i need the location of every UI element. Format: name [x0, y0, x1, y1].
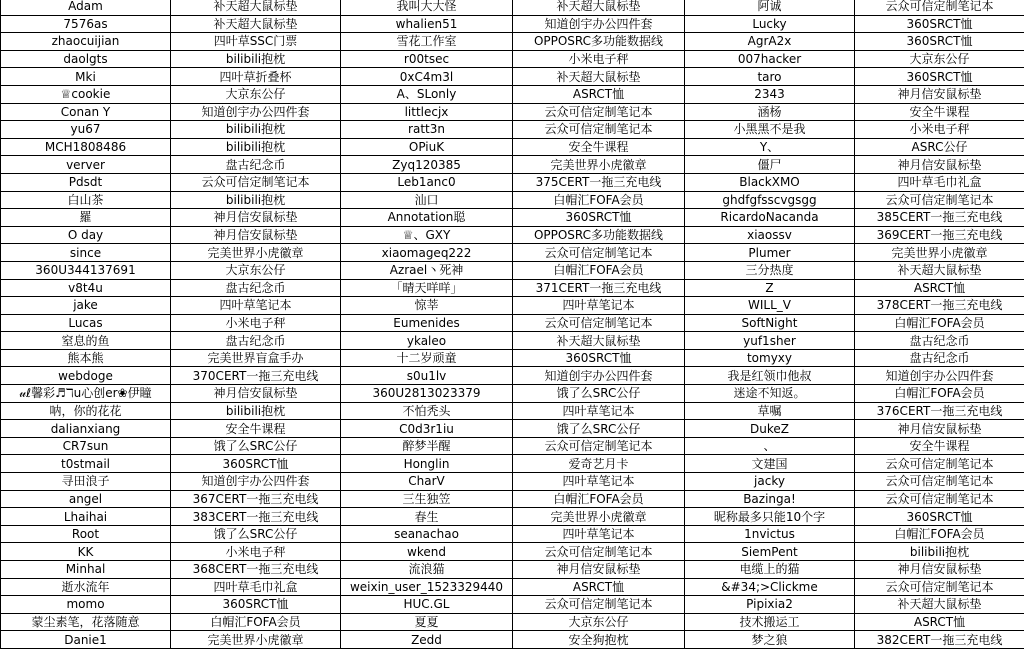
table-cell: 呐，你的花花 [1, 402, 171, 420]
table-cell: taro [685, 68, 855, 86]
table-cell: 寻田浪子 [1, 473, 171, 491]
table-cell: Y、 [685, 138, 855, 156]
table-cell: angel [1, 490, 171, 508]
table-cell: 四叶草SSC门票 [171, 33, 341, 51]
table-cell: 神月信安鼠标垫 [171, 226, 341, 244]
table-cell: CharV [341, 473, 513, 491]
table-cell: 知道创宇办公四件套 [513, 367, 685, 385]
table-cell: 僵尸 [685, 156, 855, 174]
table-cell: Azrael丶死神 [341, 261, 513, 279]
table-cell: 蒙尘素笔，花落随意 [1, 613, 171, 631]
table-cell: Bazinga! [685, 490, 855, 508]
table-cell: 我叫大大怪 [341, 0, 513, 15]
table-row [1, 420, 1024, 438]
table-cell: 云众可信定制笔记本 [513, 437, 685, 455]
table-cell: 我是红领巾他叔 [685, 367, 855, 385]
table-cell: 补天超大鼠标垫 [171, 0, 341, 15]
table-cell: 技术搬运工 [685, 613, 855, 631]
table-cell: SoftNight [685, 314, 855, 332]
table-row [1, 349, 1024, 367]
table-cell: 大京东公仔 [513, 613, 685, 631]
table-cell: 云众可信定制笔记本 [171, 173, 341, 191]
table-row [1, 209, 1024, 227]
table-cell: 371CERT一拖三充电线 [513, 279, 685, 297]
table-cell: 四叶草毛巾礼盒 [171, 578, 341, 596]
table-cell: 四叶草笔记本 [513, 525, 685, 543]
table-row [1, 631, 1024, 649]
table-cell: dalianxiang [1, 420, 171, 438]
table-cell: 醉梦半醒 [341, 437, 513, 455]
table-row [1, 578, 1024, 596]
table-row [1, 455, 1024, 473]
table-cell: 360U344137691 [1, 261, 171, 279]
table-cell: bilibili抱枕 [171, 138, 341, 156]
table-cell: 360SRCT恤 [513, 209, 685, 227]
table-cell: &#34;>Clickme [685, 578, 855, 596]
table-cell: webdoge [1, 367, 171, 385]
table-cell: 完美世界小虎徽章 [513, 156, 685, 174]
table-row [1, 402, 1024, 420]
table-cell: 知道创宇办公四件套 [171, 103, 341, 121]
table-cell: 雪花工作室 [341, 33, 513, 51]
table-row [1, 297, 1024, 315]
table-cell: OPiuK [341, 138, 513, 156]
table-cell: bilibili抱枕 [171, 191, 341, 209]
table-cell: Pipixia2 [685, 596, 855, 614]
prize-table-body [1, 0, 1024, 648]
table-cell: 360SRCT恤 [513, 349, 685, 367]
table-row [1, 191, 1024, 209]
table-cell: jake [1, 297, 171, 315]
table-cell: Honglin [341, 455, 513, 473]
table-row [1, 543, 1024, 561]
table-cell: whalien51 [341, 15, 513, 33]
table-row [1, 103, 1024, 121]
table-cell: 385CERT一拖三充电线 [855, 209, 1024, 227]
table-cell: 完美世界小虎徽章 [171, 244, 341, 262]
table-row [1, 314, 1024, 332]
table-cell: CR7sun [1, 437, 171, 455]
table-cell: 神月信安鼠标垫 [855, 85, 1024, 103]
table-cell: seanachao [341, 525, 513, 543]
table-cell: jacky [685, 473, 855, 491]
table-cell: verver [1, 156, 171, 174]
table-row [1, 367, 1024, 385]
table-cell: C0d3r1iu [341, 420, 513, 438]
table-cell: ratt3n [341, 121, 513, 139]
table-cell: ♕、GXY [341, 226, 513, 244]
table-cell: 安全牛课程 [513, 138, 685, 156]
table-row [1, 50, 1024, 68]
table-cell: HUC.GL [341, 596, 513, 614]
table-cell: 云众可信定制笔记本 [513, 314, 685, 332]
table-cell: WILL_V [685, 297, 855, 315]
table-cell: 安全牛课程 [171, 420, 341, 438]
table-cell: 完美世界小虎徽章 [855, 244, 1024, 262]
table-cell: 白帽汇FOFA会员 [855, 385, 1024, 403]
table-cell: 云众可信定制笔记本 [513, 103, 685, 121]
table-cell: 盘古纪念币 [171, 156, 341, 174]
table-cell: 369CERT一拖三充电线 [855, 226, 1024, 244]
table-cell: bilibili抱枕 [855, 543, 1024, 561]
table-cell: ♕cookie [1, 85, 171, 103]
table-cell: 知道创宇办公四件套 [513, 15, 685, 33]
table-cell: 神月信安鼠标垫 [171, 385, 341, 403]
table-cell: 383CERT一拖三充电线 [171, 508, 341, 526]
table-row [1, 68, 1024, 86]
table-cell: Lucky [685, 15, 855, 33]
table-cell: 羅 [1, 209, 171, 227]
table-cell: bilibili抱枕 [171, 121, 341, 139]
table-cell: 三分热度 [685, 261, 855, 279]
table-cell: AgrA2x [685, 33, 855, 51]
table-cell: 四叶草笔记本 [171, 297, 341, 315]
table-cell: 「晴天咩咩」 [341, 279, 513, 297]
table-cell: 神月信安鼠标垫 [513, 561, 685, 579]
table-cell: 盘古纪念币 [171, 279, 341, 297]
table-row [1, 226, 1024, 244]
table-cell: 0xC4m3l [341, 68, 513, 86]
table-cell: 知道创宇办公四件套 [855, 367, 1024, 385]
table-cell: ASRC公仔 [855, 138, 1024, 156]
table-cell: 饿了么SRC公仔 [513, 420, 685, 438]
table-cell: t0stmail [1, 455, 171, 473]
table-cell: zhaocuijian [1, 33, 171, 51]
table-cell: 阿诚 [685, 0, 855, 15]
table-cell: 十二岁顽童 [341, 349, 513, 367]
table-row [1, 244, 1024, 262]
table-row [1, 561, 1024, 579]
table-cell: 360SRCT恤 [171, 596, 341, 614]
table-cell: momo [1, 596, 171, 614]
table-cell: 汕口 [341, 191, 513, 209]
table-cell: SiemPent [685, 543, 855, 561]
table-cell: 四叶草笔记本 [513, 473, 685, 491]
table-cell: 360SRCT恤 [855, 33, 1024, 51]
table-cell: KK [1, 543, 171, 561]
table-cell: 安全牛课程 [855, 103, 1024, 121]
table-row [1, 85, 1024, 103]
table-row [1, 596, 1024, 614]
table-cell: Zyq120385 [341, 156, 513, 174]
table-cell: 大京东公仔 [855, 50, 1024, 68]
table-cell: Conan Y [1, 103, 171, 121]
table-cell: 不怕秃头 [341, 402, 513, 420]
table-cell: v8t4u [1, 279, 171, 297]
table-cell: 迷途不知返。 [685, 385, 855, 403]
table-cell: 知道创宇办公四件套 [171, 473, 341, 491]
table-cell: 云众可信定制笔记本 [513, 596, 685, 614]
table-cell: 376CERT一拖三充电线 [855, 402, 1024, 420]
table-row [1, 490, 1024, 508]
table-cell: 378CERT一拖三充电线 [855, 297, 1024, 315]
table-cell: 补天超大鼠标垫 [513, 0, 685, 15]
table-row [1, 261, 1024, 279]
table-cell: 370CERT一拖三充电线 [171, 367, 341, 385]
table-row [1, 385, 1024, 403]
table-cell: weixin_user_1523329440 [341, 578, 513, 596]
table-cell: 2343 [685, 85, 855, 103]
table-cell: 1nvictus [685, 525, 855, 543]
table-cell: 375CERT一拖三充电线 [513, 173, 685, 191]
table-cell: 电缆上的猫 [685, 561, 855, 579]
table-cell: RicardoNacanda [685, 209, 855, 227]
table-row [1, 437, 1024, 455]
table-row [1, 525, 1024, 543]
table-cell: 饿了么SRC公仔 [513, 385, 685, 403]
table-cell: littlecjx [341, 103, 513, 121]
table-cell: OPPOSRC多功能数据线 [513, 33, 685, 51]
table-cell: 三生独笠 [341, 490, 513, 508]
table-cell: 大京东公仔 [171, 85, 341, 103]
table-cell: 盘古纪念币 [171, 332, 341, 350]
table-cell: 云众可信定制笔记本 [855, 191, 1024, 209]
table-cell: ASRCT恤 [855, 613, 1024, 631]
table-cell: 饿了么SRC公仔 [171, 437, 341, 455]
table-cell: 小米电子秤 [171, 543, 341, 561]
table-cell: wkend [341, 543, 513, 561]
table-cell: 文建国 [685, 455, 855, 473]
table-cell: 云众可信定制笔记本 [513, 543, 685, 561]
table-cell: xiaossv [685, 226, 855, 244]
table-cell: DukeZ [685, 420, 855, 438]
table-row [1, 33, 1024, 51]
table-cell: 盘古纪念币 [855, 332, 1024, 350]
table-cell: 四叶草笔记本 [513, 297, 685, 315]
table-cell: xiaomageq222 [341, 244, 513, 262]
table-cell: 补天超大鼠标垫 [171, 15, 341, 33]
table-cell: 盘古纪念币 [855, 349, 1024, 367]
table-cell: 云众可信定制笔记本 [513, 244, 685, 262]
table-cell: Lucas [1, 314, 171, 332]
table-cell: bilibili抱枕 [171, 50, 341, 68]
table-cell: since [1, 244, 171, 262]
table-cell: 小米电子秤 [855, 121, 1024, 139]
table-cell: 382CERT一拖三充电线 [855, 631, 1024, 649]
table-cell: O day [1, 226, 171, 244]
table-cell: 四叶草折叠杯 [171, 68, 341, 86]
table-cell: 白帽汇FOFA会员 [171, 613, 341, 631]
table-cell: 云众可信定制笔记本 [855, 490, 1024, 508]
table-row [1, 0, 1024, 15]
table-cell: 007hacker [685, 50, 855, 68]
table-cell: Pdsdt [1, 173, 171, 191]
table-row [1, 508, 1024, 526]
table-cell: 𝓊ℓ馨彩♬ℸu心创er❀伊瞳 [1, 385, 171, 403]
table-cell: 白帽汇FOFA会员 [855, 525, 1024, 543]
table-cell: Leb1anc0 [341, 173, 513, 191]
table-cell: 云众可信定制笔记本 [855, 0, 1024, 15]
table-cell: Plumer [685, 244, 855, 262]
table-cell: 360SRCT恤 [171, 455, 341, 473]
table-cell: 逝水流年 [1, 578, 171, 596]
table-cell: 神月信安鼠标垫 [171, 209, 341, 227]
table-cell: A、SLonly [341, 85, 513, 103]
table-row [1, 173, 1024, 191]
table-cell: r00tsec [341, 50, 513, 68]
table-cell: 流浪猫 [341, 561, 513, 579]
table-cell: 360SRCT恤 [855, 508, 1024, 526]
table-cell: 小黑黑不是我 [685, 121, 855, 139]
table-row [1, 473, 1024, 491]
table-cell: Z [685, 279, 855, 297]
table-cell: 368CERT一拖三充电线 [171, 561, 341, 579]
table-cell: yuf1sher [685, 332, 855, 350]
table-cell: 熊本熊 [1, 349, 171, 367]
table-cell: daolgts [1, 50, 171, 68]
table-cell: 补天超大鼠标垫 [855, 261, 1024, 279]
table-cell: 白帽汇FOFA会员 [513, 261, 685, 279]
table-cell: 神月信安鼠标垫 [855, 561, 1024, 579]
table-cell: 补天超大鼠标垫 [513, 332, 685, 350]
table-row [1, 332, 1024, 350]
table-cell: MCH1808486 [1, 138, 171, 156]
table-cell: 小米电子秤 [171, 314, 341, 332]
table-cell: BlackXMO [685, 173, 855, 191]
table-cell: 安全牛课程 [855, 437, 1024, 455]
table-cell: 神月信安鼠标垫 [855, 420, 1024, 438]
table-cell: yu67 [1, 121, 171, 139]
table-row [1, 15, 1024, 33]
table-cell: Root [1, 525, 171, 543]
table-cell: 四叶草笔记本 [513, 402, 685, 420]
table-cell: ykaleo [341, 332, 513, 350]
table-cell: 白帽汇FOFA会员 [513, 490, 685, 508]
table-cell: 完美世界小虎徽章 [513, 508, 685, 526]
table-cell: 涵杨 [685, 103, 855, 121]
table-cell: bilibili抱枕 [171, 402, 341, 420]
table-cell: 窒息的鱼 [1, 332, 171, 350]
table-cell: 7576as [1, 15, 171, 33]
table-cell: 完美世界盲盒手办 [171, 349, 341, 367]
table-cell: 白山茶 [1, 191, 171, 209]
table-cell: Minhal [1, 561, 171, 579]
table-row [1, 121, 1024, 139]
table-cell: 饿了么SRC公仔 [171, 525, 341, 543]
table-cell: ASRCT恤 [513, 578, 685, 596]
table-cell: 云众可信定制笔记本 [855, 455, 1024, 473]
table-cell: 春生 [341, 508, 513, 526]
table-cell: 小米电子秤 [513, 50, 685, 68]
table-cell: 惊莘 [341, 297, 513, 315]
table-cell: 补天超大鼠标垫 [855, 596, 1024, 614]
table-cell: 昵称最多只能10个字 [685, 508, 855, 526]
table-cell: Mki [1, 68, 171, 86]
table-cell: 大京东公仔 [171, 261, 341, 279]
table-row [1, 138, 1024, 156]
table-cell: 补天超大鼠标垫 [513, 68, 685, 86]
table-row [1, 613, 1024, 631]
table-cell: ASRCT恤 [855, 279, 1024, 297]
table-row [1, 156, 1024, 174]
table-cell: 四叶草毛巾礼盒 [855, 173, 1024, 191]
table-cell: 白帽汇FOFA会员 [513, 191, 685, 209]
table-cell: Danie1 [1, 631, 171, 649]
table-cell: tomyxy [685, 349, 855, 367]
table-cell: 白帽汇FOFA会员 [855, 314, 1024, 332]
table-cell: 神月信安鼠标垫 [855, 156, 1024, 174]
table-cell: 草嘱 [685, 402, 855, 420]
table-cell: 360U2813023379 [341, 385, 513, 403]
table-cell: 安全狗抱枕 [513, 631, 685, 649]
table-cell: 爱奇艺月卡 [513, 455, 685, 473]
table-cell: Lhaihai [1, 508, 171, 526]
table-cell: Zedd [341, 631, 513, 649]
table-cell: Annotation聪 [341, 209, 513, 227]
table-cell: 、 [685, 437, 855, 455]
table-cell: Adam [1, 0, 171, 15]
table-cell: 360SRCT恤 [855, 15, 1024, 33]
table-cell: 360SRCT恤 [855, 68, 1024, 86]
table-cell: 云众可信定制笔记本 [855, 578, 1024, 596]
table-cell: ASRCT恤 [513, 85, 685, 103]
table-cell: 梦之狼 [685, 631, 855, 649]
table-cell: 云众可信定制笔记本 [513, 121, 685, 139]
table-cell: 云众可信定制笔记本 [855, 473, 1024, 491]
table-cell: s0u1lv [341, 367, 513, 385]
table-cell: OPPOSRC多功能数据线 [513, 226, 685, 244]
table-cell: Eumenides [341, 314, 513, 332]
table-cell: 367CERT一拖三充电线 [171, 490, 341, 508]
table-row [1, 279, 1024, 297]
table-cell: ghdfgfsscvgsgg [685, 191, 855, 209]
table-cell: 夏夏 [341, 613, 513, 631]
table-cell: 完美世界小虎徽章 [171, 631, 341, 649]
